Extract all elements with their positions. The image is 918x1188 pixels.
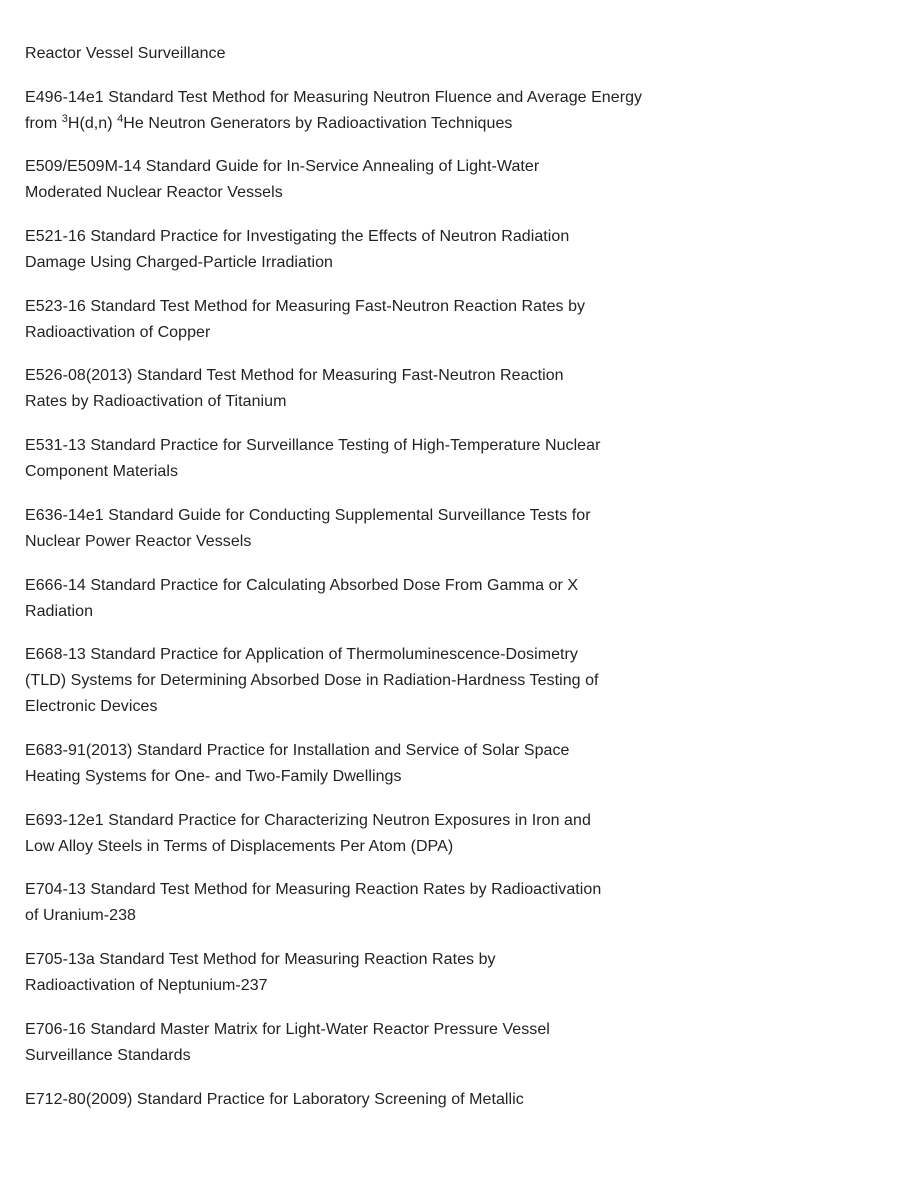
entry-line: Nuclear Power Reactor Vessels [25,533,252,550]
entry-line: E509/E509M-14 Standard Guide for In-Service Annealing of Light-Water [25,158,540,175]
entry-line: Damage Using Charged-Particle Irradiation [25,254,333,271]
entry-line: E496-14e1 Standard Test Method for Measuring Neutron Fluence and Average Energy [25,89,643,106]
superscript-mass-number: 4 [117,113,124,125]
standard-entry [25,738,570,790]
standard-entry [25,947,496,999]
entry-line: E712-80(2009) Standard Practice for Laboratory Screening of Metallic [25,1091,524,1108]
entry-line: Moderated Nuclear Reactor Vessels [25,184,283,201]
entry-line: E666-14 Standard Practice for Calculating Absorbed Dose From Gamma or X [25,577,579,594]
entry-text: He Neutron Generators by Radioactivation Techniques [123,115,513,132]
standard-entry [25,877,601,929]
superscript-mass-number: 3 [61,113,68,125]
standard-entry [25,808,591,860]
standard-entry [25,363,564,415]
entry-line: E693-12e1 Standard Practice for Characterizing Neutron Exposures in Iron and [25,812,591,829]
entry-line: of Uranium-238 [25,907,136,924]
section-title: Reactor Vessel Surveillance [25,45,226,62]
standard-entry [25,503,591,555]
entry-line: E526-08(2013) Standard Test Method for Measuring Fast-Neutron Reaction [25,367,564,384]
entry-line: E636-14e1 Standard Guide for Conducting Supplemental Surveillance Tests for [25,507,591,524]
standard-entry [25,1087,524,1113]
entry-line: Component Materials [25,463,179,480]
standard-entry [25,154,539,206]
entry-line: E705-13a Standard Test Method for Measuring Reaction Rates by [25,951,496,968]
entry-line: Radioactivation of Copper [25,324,211,341]
standard-entry [25,1017,550,1069]
standard-entry [25,294,585,346]
entry-line: E521-16 Standard Practice for Investigating the Effects of Neutron Radiation [25,228,570,245]
entry-line: Surveillance Standards [25,1047,191,1064]
entry-line: E706-16 Standard Master Matrix for Light-Water Reactor Pressure Vessel [25,1021,550,1038]
entry-line: (TLD) Systems for Determining Absorbed Dose in Radiation-Hardness Testing of [25,672,599,689]
entry-text: from [25,115,62,132]
entry-line: Electronic Devices [25,698,158,715]
entry-line: Low Alloy Steels in Terms of Displacements Per Atom (DPA) [25,838,454,855]
entry-text: H(d,n) [67,115,118,132]
entry-line: E523-16 Standard Test Method for Measuring Fast-Neutron Reaction Rates by [25,298,586,315]
entry-line: Heating Systems for One- and Two-Family Dwellings [25,768,402,785]
entry-line: E683-91(2013) Standard Practice for Installation and Service of Solar Space [25,742,570,759]
entry-line [25,111,642,137]
standard-entry [25,573,578,625]
standard-entry [25,85,642,137]
standard-entry [25,642,599,720]
entry-line: Radioactivation of Neptunium-237 [25,977,268,994]
entry-line: E704-13 Standard Test Method for Measuring Reaction Rates by Radioactivation [25,881,602,898]
standard-entry [25,433,600,485]
entry-line: Radiation [25,603,94,620]
entry-line: E531-13 Standard Practice for Surveillance Testing of High-Temperature Nuclear [25,437,601,454]
standard-entry [25,224,569,276]
entry-line: Rates by Radioactivation of Titanium [25,393,287,410]
entry-line: E668-13 Standard Practice for Application of Thermoluminescence-Dosimetry [25,646,578,663]
